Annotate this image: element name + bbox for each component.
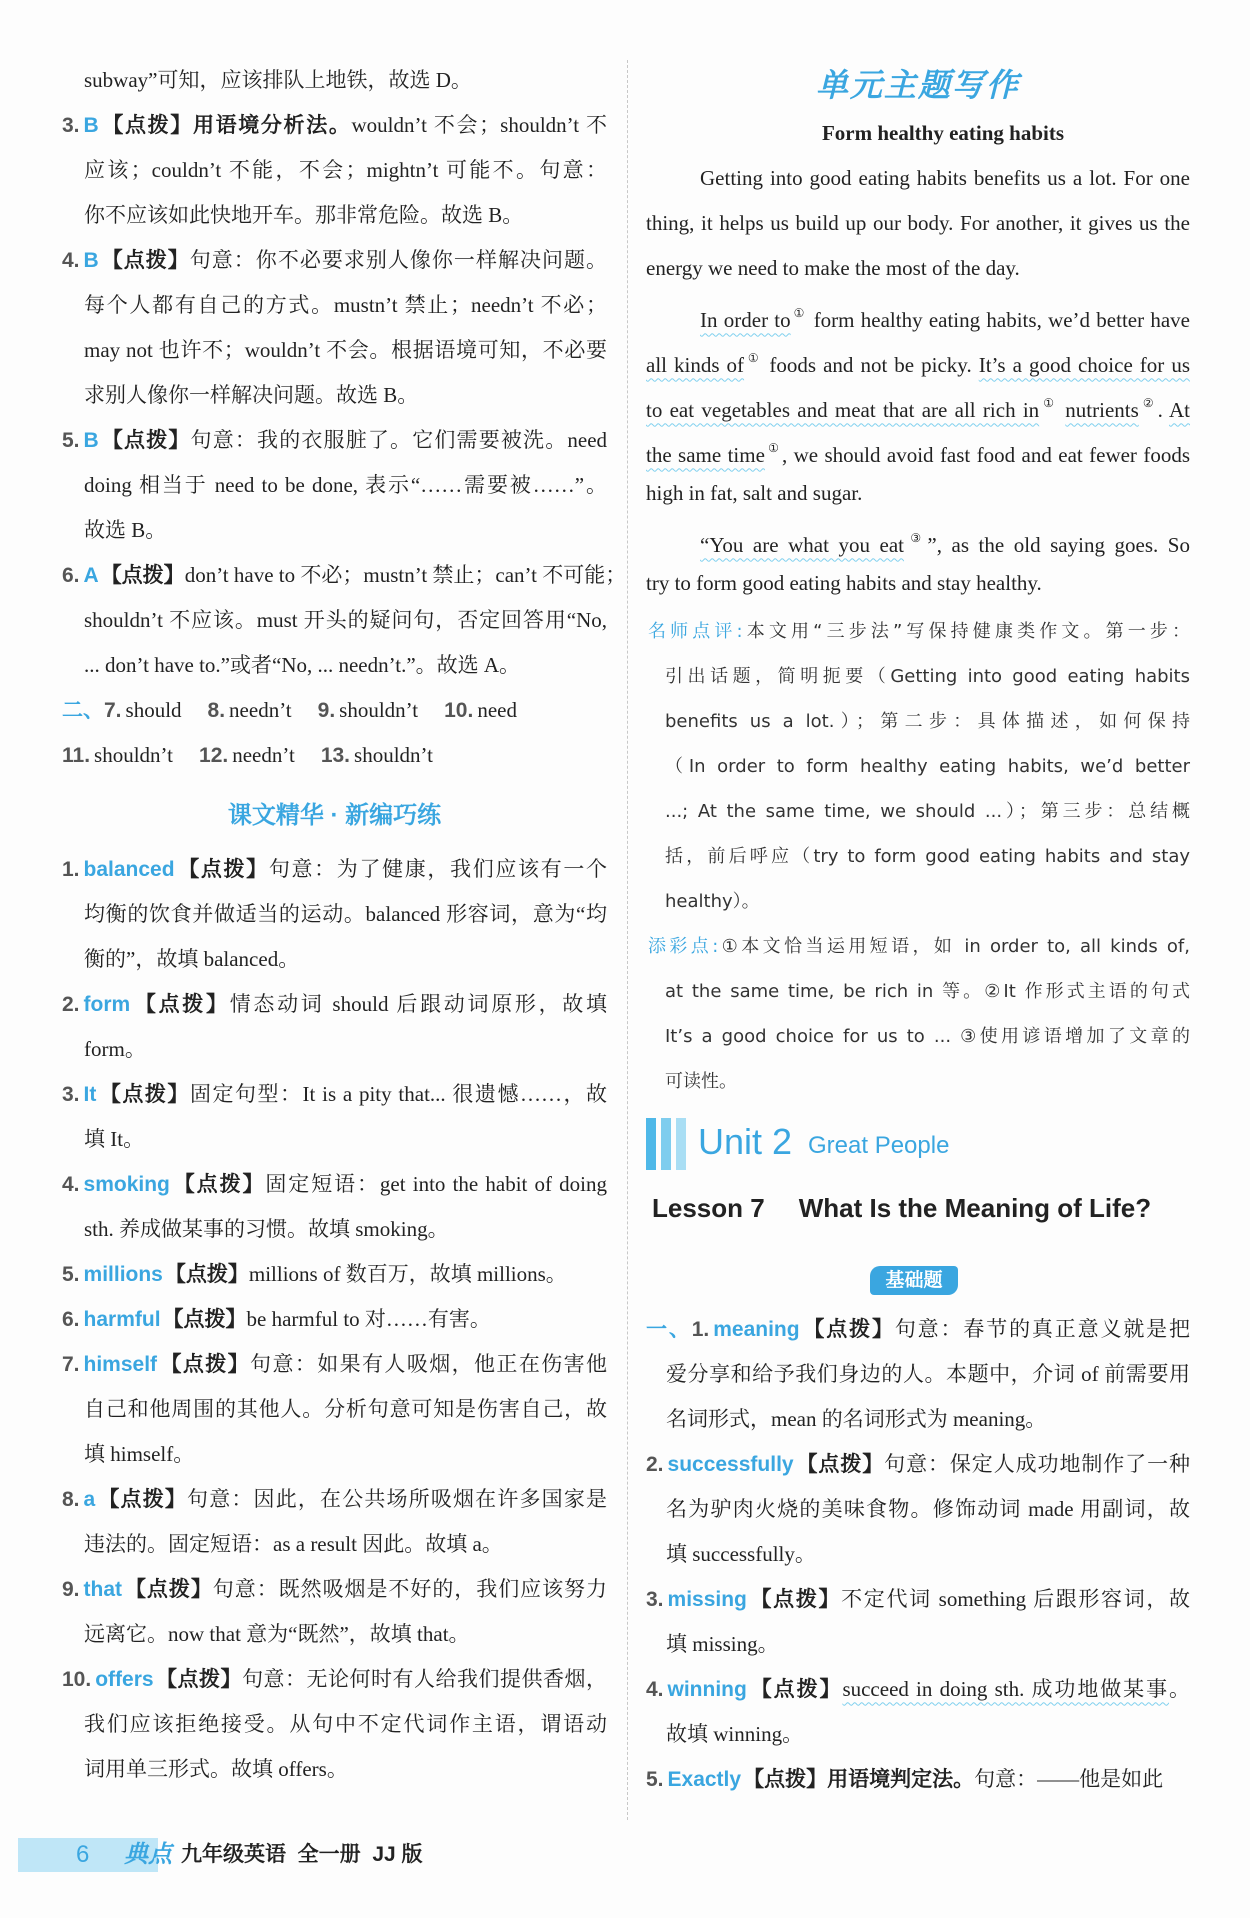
answer-text: offers [95,1667,154,1691]
item-number: 11. [62,743,91,767]
answer-pair [444,698,517,722]
annotation-mark: ① [792,305,806,320]
line-text: form。 [84,1036,146,1061]
line-text: high in fat, salt and sugar. [646,480,863,505]
text-line [666,1397,1190,1442]
answer-text: missing [667,1587,747,1611]
hint-tag: 【点拨】 [743,1767,828,1791]
text-line [665,1014,1190,1059]
line-text: 括，前后呼应（try to form good eating habits and stay [665,845,1190,867]
line-text: thing, it helps us build up our body. For another, it gives us the [646,210,1190,235]
hint-tag: 【点拨】 [162,1307,247,1331]
highlighted-phrase: It’s a good choice for us [978,352,1190,377]
text-line [646,1667,1190,1712]
line-text: 爱分享和给予我们身边的人。本题中，介词 of 前需要用 [666,1361,1190,1386]
line-text: ①本文恰当运用短语，如 in order to, all kinds of, [718,935,1190,957]
answer-text: shouldn’t [94,742,174,767]
text-line [84,892,607,937]
annotation-mark: ② [1140,395,1156,410]
answer-text: shouldn’t [339,697,419,722]
hint-tag: 【点拨】 [100,428,191,452]
text-line [62,103,607,148]
line-text: 句意：无论何时有人给我们提供香烟， [242,1666,608,1691]
item-number: 8. [62,1487,80,1511]
line-text: 均衡的饮食并做适当的运动。balanced 形容词，意为“均 [84,901,607,926]
line-text: 应该；couldn’t 不能，不会；mightn’t 可能不。句意： [84,157,607,182]
text-line [84,508,607,553]
line-text: 违法的。固定短语：as a result 因此。故填 a。 [84,1531,503,1556]
text-line [666,1352,1190,1397]
line-text: 故选 B。 [84,517,167,542]
answer-text: need [477,697,517,722]
page-number: 6 [76,1841,90,1868]
text-line [62,1072,607,1117]
answer-text: smoking [83,1172,170,1196]
answer-text: Exactly [667,1767,742,1791]
hint-tag: 【点拨】 [100,248,190,272]
answer-text: millions [83,1262,163,1286]
text-line [84,193,607,238]
lesson-heading [652,1190,1151,1226]
answer-text: needn’t [229,697,292,722]
answer-text: harmful [83,1307,161,1331]
item-number: 12. [199,743,229,767]
hint-tag: 【点拨】 [164,1262,249,1286]
line-text: be harmful to 对……有害。 [246,1306,491,1331]
annotation-mark: ① [746,350,761,365]
answer-text: balanced [83,857,175,881]
text-line [666,1487,1190,1532]
line-text: （In order to form healthy eating habits, we’d better [665,755,1190,777]
line-text: 本文用“三步法”写保持健康类作文。第一步： [742,620,1190,642]
text-line [84,1387,607,1432]
text-line [62,982,607,1027]
item-number: 2. [62,992,80,1016]
line-text: 固定短语：get into the habit of doing [265,1171,608,1196]
text-line [84,463,607,508]
hint-tag: 【点拨】 [98,1082,190,1106]
answer-pair [199,743,295,767]
annotation-mark: ③ [906,530,926,545]
text-line [84,598,607,643]
answer-text: himself [83,1352,158,1376]
line-text: 自己和他周围的其他人。分析句意可知是伤害自己，故 [84,1396,607,1421]
item-number: 2. [646,1452,664,1476]
text-line [84,283,607,328]
highlighted-phrase: In order to [700,307,791,332]
text-line [84,1702,607,1747]
line-text: foods and not be picky. [762,352,979,377]
text-line [646,381,1190,426]
text-line [646,1757,1190,1802]
column-divider [627,60,628,1820]
text-line [84,643,607,688]
line-text: at the same time, be rich in 等。②It 作形式主语的句式 [665,980,1190,1002]
hint-tag: 【点拨】 [100,563,185,587]
answer-text: It [83,1082,97,1106]
text-line [646,1307,1190,1352]
highlighted-phrase: nutrients [1065,397,1139,422]
answer-pair [321,743,433,767]
text-line [62,238,607,283]
text-line [62,418,607,463]
text-line [665,744,1190,789]
answer-text: meaning [713,1317,800,1341]
text-line [646,201,1190,246]
answer-pair [104,698,182,722]
line-text: . [1157,397,1169,422]
item-number: 4. [62,1172,80,1196]
text-line [62,1297,607,1342]
answer-text: successfully [667,1452,794,1476]
item-number: 10. [444,698,474,722]
text-line [62,847,607,892]
text-line [62,1657,607,1702]
line-text: 你不应该如此快地开车。那非常危险。故选 B。 [84,202,524,227]
annotation-mark: ① [1041,395,1057,410]
highlighted-phrase: all kinds of [646,352,745,377]
section-title-text-practice: 课文精华 · 新编巧练 [227,802,442,829]
text-line [62,1162,607,1207]
line-text: 故填 winning。 [666,1721,804,1746]
text-line [62,553,627,598]
answer-row [62,733,459,778]
item-number: 8. [207,698,226,722]
method-text: 用语境判定法。 [827,1767,975,1791]
annotation-mark: ① [766,440,780,455]
hint-tag: 【点拨】 [100,113,193,137]
line-text: 名词形式，mean 的名词形式为 meaning。 [666,1406,1047,1431]
line-text: 不定代词 something 后跟形容词，故 [841,1586,1191,1611]
line-text: 句意：既然吸烟是不好的，我们应该努力 [212,1576,608,1601]
basic-questions-badge: 基础题 [870,1266,958,1295]
item-number: 1. [691,1317,710,1341]
unit-label: Unit 2 [698,1121,793,1162]
line-text: 句意：如果有人吸烟，他正在伤害他 [250,1351,608,1376]
answer-pair [62,743,173,767]
line-text: 句意：——他是如此 [974,1766,1164,1791]
text-line [84,148,607,193]
line-text: 填 successfully。 [666,1541,816,1566]
text-line [646,426,1190,471]
text-line [646,561,1190,606]
text-line [700,291,1190,336]
line-text: 。 [1169,1676,1190,1701]
line-text: millions of 数百万，故填 millions。 [248,1261,567,1286]
line-text: form healthy eating habits, we’d better have [807,307,1191,332]
line-text: ... don’t have to.”或者“No, ... needn’t.”。故选 A。 [84,652,521,677]
line-text: 句意：春节的真正意义就是把 [894,1316,1191,1341]
line-text: 衡的”，故填 balanced。 [84,946,300,971]
line-text: benefits us a lot.）；第二步：具体描述，如何保持 [665,710,1190,732]
text-line [62,1477,607,1522]
line-text: subway”可知，应该排队上地铁，故选 D。 [84,67,472,92]
hint-tag: 【点拨】 [132,992,230,1016]
answer-text: A [83,563,99,587]
lesson-title: What Is the Meaning of Life? [798,1193,1152,1223]
essay-title: Form healthy eating habits [821,121,1065,145]
highlighted-phrase: succeed in doing sth. 成功地做某事 [842,1676,1169,1701]
text: 名师点评: [648,620,743,642]
item-number: 6. [62,1307,80,1331]
line-text: shouldn’t 不应该。must 开头的疑问句，否定回答用“No, [84,607,607,632]
text-line [84,1027,607,1072]
text-line [646,336,1190,381]
text-line [666,1532,1190,1577]
line-text: 引出话题，简明扼要（Getting into good eating habits [665,665,1190,687]
text-line [665,654,1190,699]
unit-name: Great People [808,1132,950,1159]
line-text: don’t have to 不必；mustn’t 禁止；can’t 不可能； [184,562,627,587]
item-number: 7. [104,698,122,722]
hint-tag: 【点拨】 [97,1487,188,1511]
answer-text: winning [667,1677,747,1701]
text-line [646,471,1190,516]
text-line [62,1342,607,1387]
text-line [84,58,607,103]
answer-text: should [125,697,182,722]
part-prefix: 一、 [646,1317,692,1341]
text-line [62,1567,607,1612]
answer-pair [208,698,292,722]
line-text: 句意：因此，在公共场所吸烟在许多国家是 [187,1486,608,1511]
line-text: healthy）。 [665,890,760,912]
answer-text: B [83,113,99,137]
item-number: 1. [62,857,80,881]
text-line [665,834,1190,879]
hint-tag: 【点拨】 [171,1172,266,1196]
item-number: 4. [62,248,80,272]
text-line [84,1747,607,1792]
item-number: 5. [62,428,80,452]
item-number: 13. [320,743,351,767]
item-number: 5. [62,1262,80,1286]
answer-text: B [83,428,99,452]
line-text: 句意：为了健康，我们应该有一个 [268,856,608,881]
line-text: energy we need to make the most of the day. [646,255,1020,280]
lesson-label: Lesson 7 [652,1193,765,1223]
hint-tag: 【点拨】 [795,1452,885,1476]
hint-tag: 【点拨】 [748,1677,843,1701]
answer-text: needn’t [232,742,295,767]
item-number: 4. [646,1677,664,1701]
line-text: wouldn’t 不会；shouldn’t 不 [351,112,608,137]
line-text: 远离它。now that 意为“既然”，故填 that。 [84,1621,470,1646]
publisher-logo: 典点 [124,1841,172,1868]
hint-tag: 【点拨】 [176,857,269,881]
text-line [648,924,1190,969]
text-line [666,1712,1190,1757]
text-line [646,1577,1190,1622]
item-number: 5. [646,1767,664,1791]
item-number: 3. [646,1587,664,1611]
text-line [62,1252,607,1297]
item-number: 9. [62,1577,80,1601]
text: 添彩点: [648,935,719,957]
text-line [648,609,1190,654]
line-text: 我们应该拒绝接受。从句中不定代词作主语，谓语动 [84,1711,607,1736]
text-line [84,1207,607,1252]
answer-pair [318,698,418,722]
text-line [665,969,1190,1014]
item-number: 6. [62,563,80,587]
item-number: 3. [62,113,80,137]
hint-tag: 【点拨】 [159,1352,251,1376]
line-text: 每个人都有自己的方式。mustn’t 禁止；needn’t 不必； [84,292,607,317]
highlighted-phrase: the same time [646,442,765,467]
line-text: 填 It。 [84,1126,145,1151]
part-prefix: 二、 [62,698,104,722]
text-line [84,328,607,373]
line-text: 可读性。 [665,1070,737,1092]
line-text: 句意：你不必要求别人像你一样解决问题。 [189,247,608,272]
line-text: sth. 养成做某事的习惯。故填 smoking。 [84,1216,449,1241]
line-text: 固定句型：It is a pity that... 很遗憾……，故 [189,1081,607,1106]
answer-text: a [83,1487,96,1511]
book-title: 九年级英语 全一册 JJ 版 [181,1843,423,1866]
text-line [84,1117,607,1162]
text-line [665,879,1190,924]
text-line [700,156,1190,201]
answer-text: that [83,1577,123,1601]
line-text: It’s a good choice for us to ... ③使用谚语增加了文章的 [665,1025,1190,1047]
text-line [666,1622,1190,1667]
highlighted-phrase: “You are what you eat [700,532,905,557]
item-number: 10. [62,1667,92,1691]
line-text: 句意：我的衣服脏了。它们需要被洗。need [190,427,608,452]
line-text: ”, as the old saying goes. So [927,532,1190,557]
answer-text: form [83,992,131,1016]
text-line [665,1059,1190,1104]
line-text: Getting into good eating habits benefits us a lot. For one [700,165,1190,190]
section-title-unit-writing: 单元主题写作 [815,67,1020,103]
highlighted-phrase: to eat vegetables and meat that are all rich in [646,397,1040,422]
item-number: 3. [62,1082,80,1106]
hint-tag: 【点拨】 [124,1577,213,1601]
text-line [700,516,1190,561]
text-line [84,937,607,982]
line-text: 情态动词 should 后跟动词原形，故填 [229,991,607,1016]
line-text: try to form good eating habits and stay healthy. [646,570,1042,595]
answer-row [62,688,543,733]
hint-tag: 【点拨】 [801,1317,895,1341]
line-text: 求别人像你一样解决问题。故选 B。 [84,382,419,407]
text-line [84,1432,607,1477]
line-text: ...; At the same time, we should ...）；第三步：总结概 [665,800,1190,822]
item-number: 7. [62,1352,80,1376]
answer-text: B [83,248,99,272]
hint-tag: 【点拨】 [155,1667,243,1691]
line-text: , we should avoid fast food and eat fewer foods [781,442,1190,467]
method-text: 用语境分析法。 [192,113,352,137]
item-number: 9. [317,698,336,722]
text-line [646,1442,1190,1487]
text-line [646,246,1190,291]
unit-bars-icon [646,1118,690,1170]
text-line [665,789,1190,834]
line-text: 句意：保定人成功地制作了一种 [884,1451,1191,1476]
footer [0,1836,1250,1876]
line-text: 词用单三形式。故填 offers。 [84,1756,348,1781]
line-text: 名为驴肉火烧的美味食物。修饰动词 made 用副词，故 [666,1496,1190,1521]
line-text: 填 himself。 [84,1441,195,1466]
text-line [84,373,607,418]
unit-header [646,1116,1206,1172]
text-line [84,1522,607,1567]
text-line [84,1612,607,1657]
text-line [665,699,1190,744]
line-text: doing 相当于 need to be done, 表示“……需要被……”。 [84,472,607,497]
answer-text: shouldn’t [354,742,433,767]
hint-tag: 【点拨】 [748,1587,842,1611]
line-text: may not 也许不；wouldn’t 不会。根据语境可知，不必要 [84,337,607,362]
highlighted-phrase: At [1169,397,1190,422]
line-text: 填 missing。 [666,1631,779,1656]
